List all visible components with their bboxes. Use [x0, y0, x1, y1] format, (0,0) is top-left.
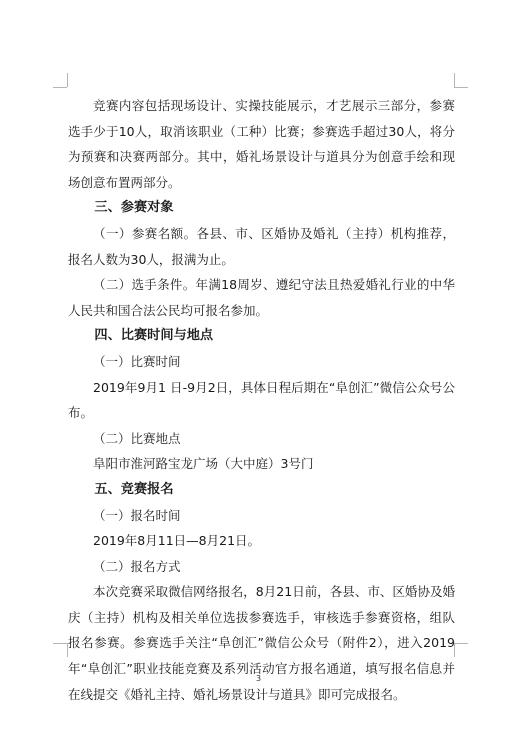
crop-mark-bottom-right-h: [454, 643, 468, 644]
section-heading: 四、比赛时间与地点: [94, 328, 214, 344]
paragraph: 2019年9月1 日-9月2日，具体日程后期在“阜创汇”微信公众号公布。: [68, 379, 455, 421]
paragraph: （一）报名时间: [93, 507, 181, 523]
paragraph: （二）报名方式: [93, 558, 181, 574]
page-number: 3: [255, 674, 262, 683]
crop-mark-top-left-v: [67, 73, 68, 87]
paragraph: （一）比赛时间: [93, 353, 181, 369]
paragraph: 阜阳市淮河路宝龙广场（大中庭）3号门: [93, 456, 314, 472]
paragraph: 2019年8月11日—8月21日。: [93, 533, 261, 549]
paragraph: 竞赛内容包括现场设计、实操技能展示，才艺展示三部分，参赛选手少于10人，取消该职业（工种）比赛；参赛选手超过30人，将分为预赛和决赛两部分。其中，婚礼场景设计与道具分为创意手绘和现场创意布置两部分。: [68, 98, 455, 190]
section-heading: 五、竞赛报名: [94, 481, 174, 497]
crop-mark-top-right-h: [454, 87, 468, 88]
paragraph: （二）选手条件。年满18周岁、遵纪守法且热爱婚礼行业的中华人民共和国合法公民均可报名参加。: [68, 277, 455, 318]
section-heading: 三、参赛对象: [94, 200, 174, 216]
crop-mark-top-right-v: [454, 73, 455, 87]
paragraph: （一）参赛名额。各县、市、区婚协及婚礼（主持）机构推荐，报名人数为30人，报满为止。: [68, 225, 455, 267]
crop-mark-top-left-h: [53, 87, 67, 88]
paragraph: （二）比赛地点: [93, 430, 181, 446]
crop-mark-bottom-left-h: [53, 643, 67, 644]
paragraph: 本次竞赛采取微信网络报名，8月21日前，各县、市、区婚协及婚庆（主持）机构及相关单位选拔参赛选手，审核选手参赛资格，组队报名参赛。参赛选手关注“阜创汇”微信公众号（附件2），进入2019年“阜创汇”职业技能竞赛及系列活动官方报名通道，填写报名信息并在线提交《婚礼主持、婚礼场景设计与道具》即可完成报名。: [68, 584, 455, 702]
document-body: [68, 93, 455, 707]
